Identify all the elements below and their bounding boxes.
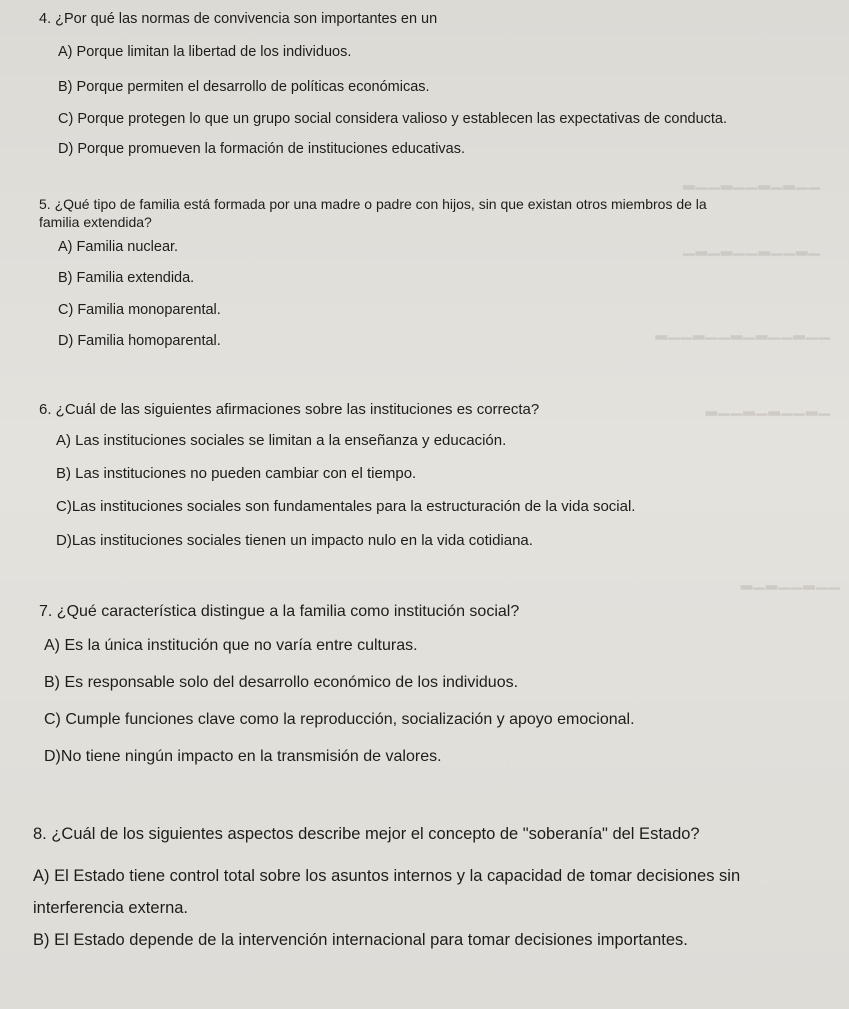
question-7-option-c: C) Cumple funciones clave como la reproducción, socialización y apoyo emocional. [44,711,635,728]
question-6-option-b: B) Las instituciones no pueden cambiar con el tiempo. [56,465,417,482]
bleed-through-mark: ▁▁▂▁▂▁▁▂▁▁▂ [682,173,820,190]
question-7-option-b: B) Es responsable solo del desarrollo económico de los individuos. [44,674,519,691]
question-5-option-a: A) Familia nuclear. [58,239,179,255]
question-5-option-c: C) Familia monoparental. [58,302,221,318]
bleed-through-mark: ▁▂▁▁▂▁▂▁▁▂ [704,399,830,416]
question-5-option-b: B) Familia extendida. [58,270,195,286]
bleed-through-mark: ▁▂▁▁▂▁▁▂▁▂▁ [682,239,820,256]
question-5-option-d: D) Familia homoparental. [58,333,221,349]
question-6-option-d: D)Las instituciones sociales tienen un impacto nulo en la vida cotidiana. [56,532,533,549]
question-6-option-a: A) Las instituciones sociales se limitan a la enseñanza y educación. [56,432,507,449]
question-7-stem: 7. ¿Qué característica distingue a la familia como institución social? [39,603,520,620]
question-4-option-d: D) Porque promueven la formación de instituciones educativas. [58,141,466,157]
bleed-through-mark: ▁▁▂▁▁▂▁▂ [739,573,840,590]
question-4-stem: 4. ¿Por qué las normas de convivencia son importantes en un [39,11,438,27]
question-4-option-a: A) Porque limitan la libertad de los individuos. [58,44,352,60]
question-5-stem: 5. ¿Qué tipo de familia está formada por una madre o padre con hijos, sin que existan otros miembros de la familia extendida? [39,196,707,230]
question-7-option-d: D)No tiene ningún impacto en la transmisión de valores. [44,748,442,765]
question-6-stem: 6. ¿Cuál de las siguientes afirmaciones sobre las instituciones es correcta? [39,401,540,418]
question-8-option-a: A) El Estado tiene control total sobre los asuntos internos y la capacidad de tomar decisiones sin interferencia externa. [33,867,741,917]
question-8-stem: 8. ¿Cuál de los siguientes aspectos describe mejor el concepto de "soberanía" del Estado? [33,825,700,843]
question-4-option-b: B) Porque permiten el desarrollo de políticas económicas. [58,79,430,95]
question-6-option-c: C)Las instituciones sociales son fundamentales para la estructuración de la vida social. [56,498,636,515]
question-8-option-b: B) El Estado depende de la intervención internacional para tomar decisiones importantes. [33,931,688,949]
question-7-option-a: A) Es la única institución que no varía entre culturas. [44,637,418,654]
question-4-option-c: C) Porque protegen lo que un grupo social considera valioso y establecen las expectativas de conducta. [58,111,728,127]
bleed-through-mark: ▁▁▂▁▁▂▁▂▁▁▂▁▁▂ [654,323,830,340]
